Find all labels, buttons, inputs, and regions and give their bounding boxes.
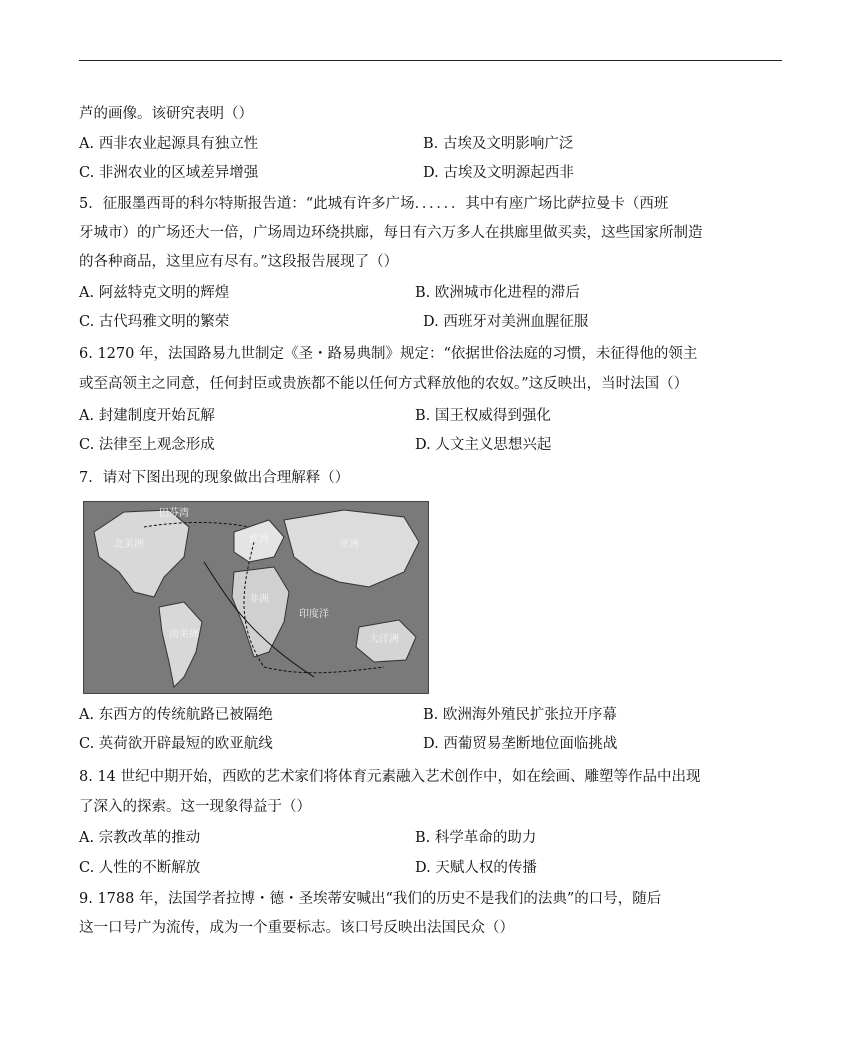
q5-option-c: C. 古代玛雅文明的繁荣 [79, 314, 230, 330]
map-label-africa: 非洲 [249, 594, 269, 605]
q5-stem-line1: 5．征服墨西哥的科尔特斯报告道：“此城有许多广场．．．．．．其中有座广场比萨拉曼卡（西班 [79, 196, 669, 212]
map-label-south-america: 南美洲 [169, 629, 199, 640]
map-label-indian-ocean: 印度洋 [299, 609, 329, 620]
q8-option-d: D. 天赋人权的传播 [415, 860, 537, 876]
q6-stem-line1: 6. 1270 年，法国路易九世制定《圣・路易典制》规定：“依据世俗法庭的习惯，未征得他的领主 [79, 346, 698, 362]
q7-option-d: D. 西葡贸易垄断地位面临挑战 [423, 736, 618, 752]
q4-stem: 芦的画像。该研究表明（） [79, 106, 253, 122]
q5-stem-line3: 的各种商品，这里应有尽有。”这段报告展现了（） [79, 254, 399, 270]
header-rule [79, 60, 782, 61]
q6-option-c: C. 法律至上观念形成 [79, 437, 215, 453]
map-label-north-america: 北美洲 [114, 539, 144, 550]
q7-stem: 7．请对下图出现的现象做出合理解释（） [79, 470, 350, 486]
q5-option-b: B. 欧洲城市化进程的滞后 [415, 285, 580, 301]
q6-option-a: A. 封建制度开始瓦解 [79, 408, 215, 424]
q8-option-c: C. 人性的不断解放 [79, 860, 201, 876]
q4-option-d: D. 古埃及文明源起西非 [423, 165, 574, 181]
world-map-image [83, 501, 429, 694]
q9-stem-line2: 这一口号广为流传，成为一个重要标志。该口号反映出法国民众（） [79, 920, 514, 936]
q6-option-b: B. 国王权威得到强化 [415, 408, 551, 424]
q7-option-b: B. 欧洲海外殖民扩张拉开序幕 [423, 707, 617, 723]
q6-option-d: D. 人文主义思想兴起 [415, 437, 552, 453]
q6-stem-line2: 或至高领主之同意，任何封臣或贵族都不能以任何方式释放他的农奴。”这反映出，当时法国（） [79, 376, 689, 392]
map-label-oceania: 大洋洲 [369, 634, 399, 645]
q7-option-a: A. 东西方的传统航路已被隔绝 [79, 707, 273, 723]
q7-option-c: C. 英荷欲开辟最短的欧亚航线 [79, 736, 273, 752]
map-label-asia: 亚洲 [339, 539, 359, 550]
q8-option-b: B. 科学革命的助力 [415, 830, 537, 846]
q8-stem-line1: 8. 14 世纪中期开始，西欧的艺术家们将体育元素融入艺术创作中，如在绘画、雕塑等作品中出现 [79, 769, 701, 785]
q9-stem-line1: 9. 1788 年，法国学者拉博・德・圣埃蒂安喊出“我们的历史不是我们的法典”的口号，随后 [79, 891, 662, 907]
q5-option-d: D. 西班牙对美洲血腥征服 [423, 314, 589, 330]
q5-stem-line2: 牙城市）的广场还大一倍，广场周边环绕拱廊，每日有六万多人在拱廊里做买卖，这些国家所制造 [79, 225, 703, 241]
map-label-baffin-bay: 巴芬湾 [159, 508, 189, 519]
q4-option-a: A. 西非农业起源具有独立性 [79, 136, 259, 152]
q4-option-b: B. 古埃及文明影响广泛 [423, 136, 574, 152]
q4-option-c: C. 非洲农业的区域差异增强 [79, 165, 259, 181]
q8-stem-line2: 了深入的探索。这一现象得益于（） [79, 799, 311, 815]
map-label-europe: 欧洲 [249, 534, 269, 545]
q5-option-a: A. 阿兹特克文明的辉煌 [79, 285, 230, 301]
q8-option-a: A. 宗教改革的推动 [79, 830, 201, 846]
